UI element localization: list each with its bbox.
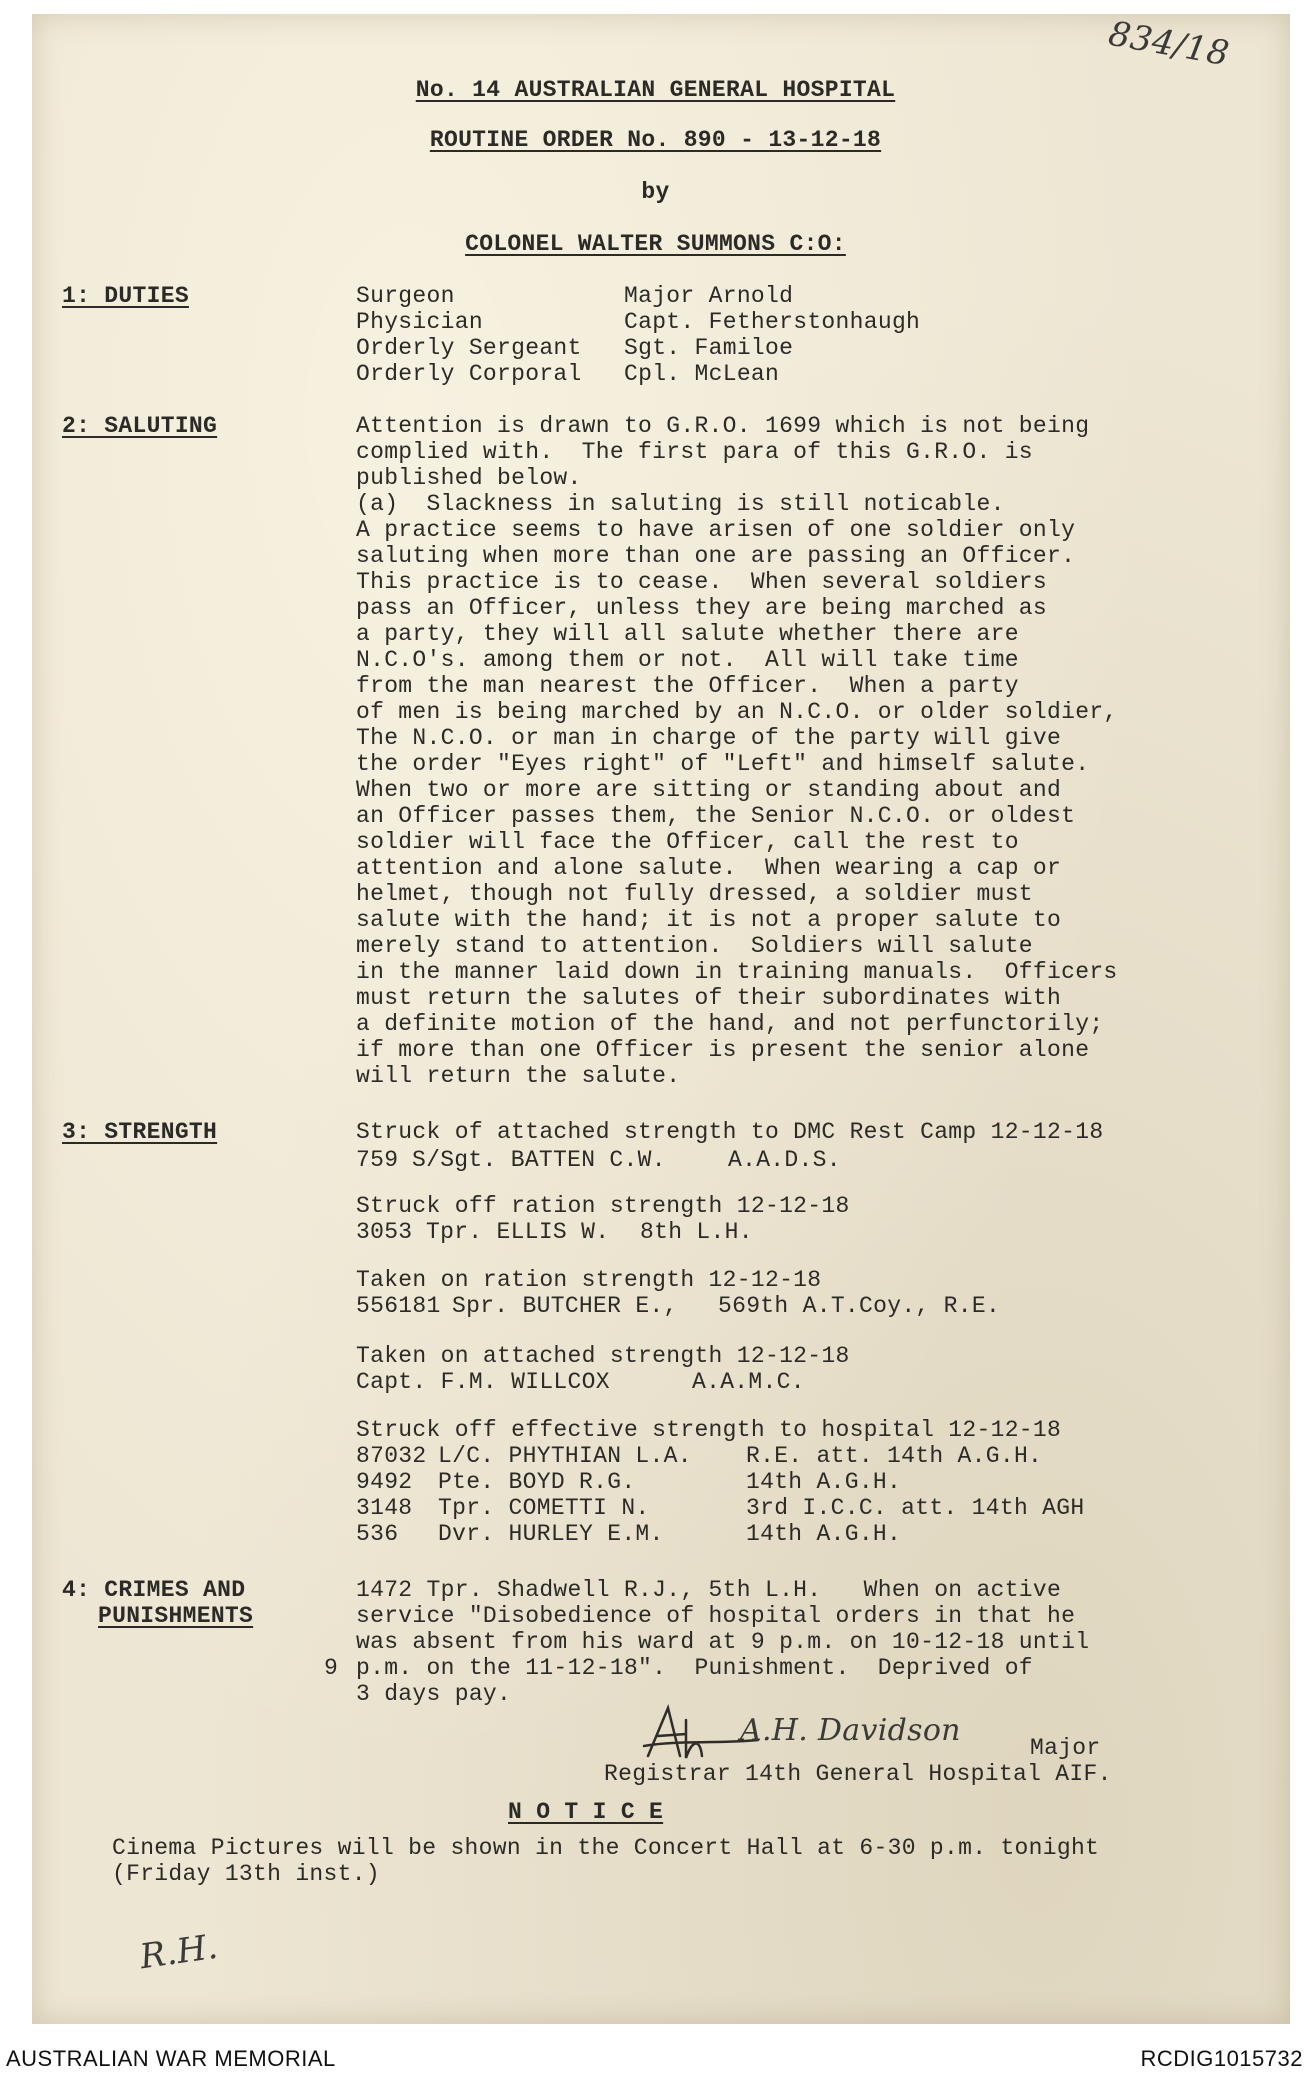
saluting-line: N.C.O's. among them or not. All will take time [356, 647, 1019, 673]
crimes-line: service "Disobedience of hospital orders in that he [356, 1603, 1076, 1629]
saluting-line: helmet, though not fully dressed, a soldier must [356, 881, 1033, 907]
saluting-line: in the manner laid down in training manuals. Officers [356, 959, 1118, 985]
crimes-line: 3 days pay. [356, 1681, 512, 1707]
strength-heading: 3: STRENGTH [62, 1119, 218, 1145]
initials-handwritten: R.H. [137, 1926, 221, 1978]
crimes-heading: 4: CRIMES AND [62, 1577, 246, 1603]
strength-entry-name: Pte. BOYD R.G. [438, 1469, 636, 1495]
colonel-line: COLONEL WALTER SUMMONS C:O: [465, 231, 846, 257]
strength-entry-name: L/C. PHYTHIAN L.A. [438, 1443, 692, 1469]
saluting-line: a definite motion of the hand, and not perfunctorily; [356, 1011, 1104, 1037]
saluting-line: from the man nearest the Officer. When a party [356, 673, 1019, 699]
strength-entry-unit: 14th A.G.H. [746, 1469, 902, 1495]
strength-entry-name: Capt. F.M. WILLCOX [356, 1369, 610, 1395]
saluting-line: The N.C.O. or man in charge of the party will give [356, 725, 1062, 751]
strength-entry-number: 9492 [356, 1469, 413, 1495]
saluting-line: a party, they will all salute whether there are [356, 621, 1019, 647]
duty-role: Orderly Sergeant [356, 335, 582, 361]
strength-entry-number: 3148 [356, 1495, 413, 1521]
saluting-line: Attention is drawn to G.R.O. 1699 which is not being [356, 413, 1090, 439]
signatory-rank: Major [1030, 1735, 1101, 1761]
notice-line: (Friday 13th inst.) [112, 1861, 380, 1887]
duty-role: Surgeon [356, 283, 455, 309]
order-by: by [641, 179, 670, 205]
duty-role: Physician [356, 309, 483, 335]
duties-heading: 1: DUTIES [62, 283, 189, 309]
duty-name: Major Arnold [624, 283, 794, 309]
saluting-line: will return the salute. [356, 1063, 681, 1089]
notice-heading: N O T I C E [508, 1799, 664, 1825]
crimes-line: was absent from his ward at 9 p.m. on 10-12-18 until [356, 1629, 1090, 1655]
duty-name: Capt. Fetherstonhaugh [624, 309, 921, 335]
strength-entry-number: 556181 [356, 1293, 441, 1319]
file-number-handwritten: 834/18 [1105, 13, 1233, 75]
saluting-line: an Officer passes them, the Senior N.C.O. or oldest [356, 803, 1076, 829]
strength-entry-number: 759 [356, 1147, 399, 1173]
strength-entry-name: Spr. BUTCHER E., [452, 1293, 678, 1319]
duty-name: Sgt. Familoe [624, 335, 794, 361]
saluting-line: A practice seems to have arisen of one soldier only [356, 517, 1076, 543]
strength-entry-unit: A.A.M.C. [692, 1369, 805, 1395]
crimes-line: p.m. on the 11-12-18". Punishment. Deprived of [356, 1655, 1033, 1681]
saluting-line: published below. [356, 465, 582, 491]
strength-block-title: Taken on attached strength 12-12-18 [356, 1343, 850, 1369]
saluting-heading: 2: SALUTING [62, 413, 218, 439]
saluting-line: must return the salutes of their subordinates with [356, 985, 1062, 1011]
strength-entry-number: 536 [356, 1521, 399, 1547]
saluting-line: of men is being marched by an N.C.O. or older soldier, [356, 699, 1118, 725]
crimes-line: 1472 Tpr. Shadwell R.J., 5th L.H. When on active [356, 1577, 1062, 1603]
crimes-margin-mark: 9 [324, 1655, 339, 1681]
strength-entry-unit: 569th A.T.Coy., R.E. [718, 1293, 1001, 1319]
strength-block-title: Struck of attached strength to DMC Rest Camp 12-12-18 [356, 1119, 1104, 1145]
strength-entry-number: 87032 [356, 1443, 427, 1469]
saluting-line: saluting when more than one are passing an Officer. [356, 543, 1076, 569]
strength-block-title: Taken on ration strength 12-12-18 [356, 1267, 822, 1293]
punishments-heading: PUNISHMENTS [98, 1603, 254, 1629]
signature-text: A.H. Davidson [740, 1713, 961, 1748]
saluting-line: if more than one Officer is present the senior alone [356, 1037, 1090, 1063]
saluting-line: the order "Eyes right" of "Left" and himself salute. [356, 751, 1090, 777]
hospital-title: No. 14 AUSTRALIAN GENERAL HOSPITAL [415, 77, 896, 103]
strength-entry-unit: 3rd I.C.C. att. 14th AGH [746, 1495, 1085, 1521]
strength-block-title: Struck off effective strength to hospital 12-12-18 [356, 1417, 1062, 1443]
strength-entry-unit: 8th L.H. [640, 1219, 753, 1245]
strength-entry-name: S/Sgt. BATTEN C.W. [412, 1147, 666, 1173]
strength-entry-name: Tpr. ELLIS W. [426, 1219, 610, 1245]
saluting-line: merely stand to attention. Soldiers will salute [356, 933, 1033, 959]
saluting-line: complied with. The first para of this G.R.O. is [356, 439, 1033, 465]
saluting-line: (a) Slackness in saluting is still noticable. [356, 491, 1005, 517]
saluting-line: soldier will face the Officer, call the rest to [356, 829, 1019, 855]
strength-entry-name: Tpr. COMETTI N. [438, 1495, 650, 1521]
strength-block-title: Struck off ration strength 12-12-18 [356, 1193, 850, 1219]
strength-entry-number: 3053 [356, 1219, 413, 1245]
strength-entry-unit: R.E. att. 14th A.G.H. [746, 1443, 1043, 1469]
strength-entry-unit: A.A.D.S. [728, 1147, 841, 1173]
footer-source: AUSTRALIAN WAR MEMORIAL [6, 2046, 336, 2071]
duty-name: Cpl. McLean [624, 361, 780, 387]
saluting-line: salute with the hand; it is not a proper salute to [356, 907, 1062, 933]
strength-entry-unit: 14th A.G.H. [746, 1521, 902, 1547]
saluting-line: When two or more are sitting or standing about and [356, 777, 1062, 803]
footer-id: RCDIG1015732 [1140, 2046, 1303, 2071]
signatory-title: Registrar 14th General Hospital AIF. [604, 1761, 1112, 1787]
saluting-line: pass an Officer, unless they are being marched as [356, 595, 1048, 621]
duty-role: Orderly Corporal [356, 361, 582, 387]
notice-line: Cinema Pictures will be shown in the Concert Hall at 6-30 p.m. tonight [112, 1835, 1100, 1861]
order-title: ROUTINE ORDER No. 890 - 13-12-18 [429, 127, 882, 153]
strength-entry-name: Dvr. HURLEY E.M. [438, 1521, 664, 1547]
saluting-line: attention and alone salute. When wearing a cap or [356, 855, 1062, 881]
saluting-line: This practice is to cease. When several soldiers [356, 569, 1048, 595]
